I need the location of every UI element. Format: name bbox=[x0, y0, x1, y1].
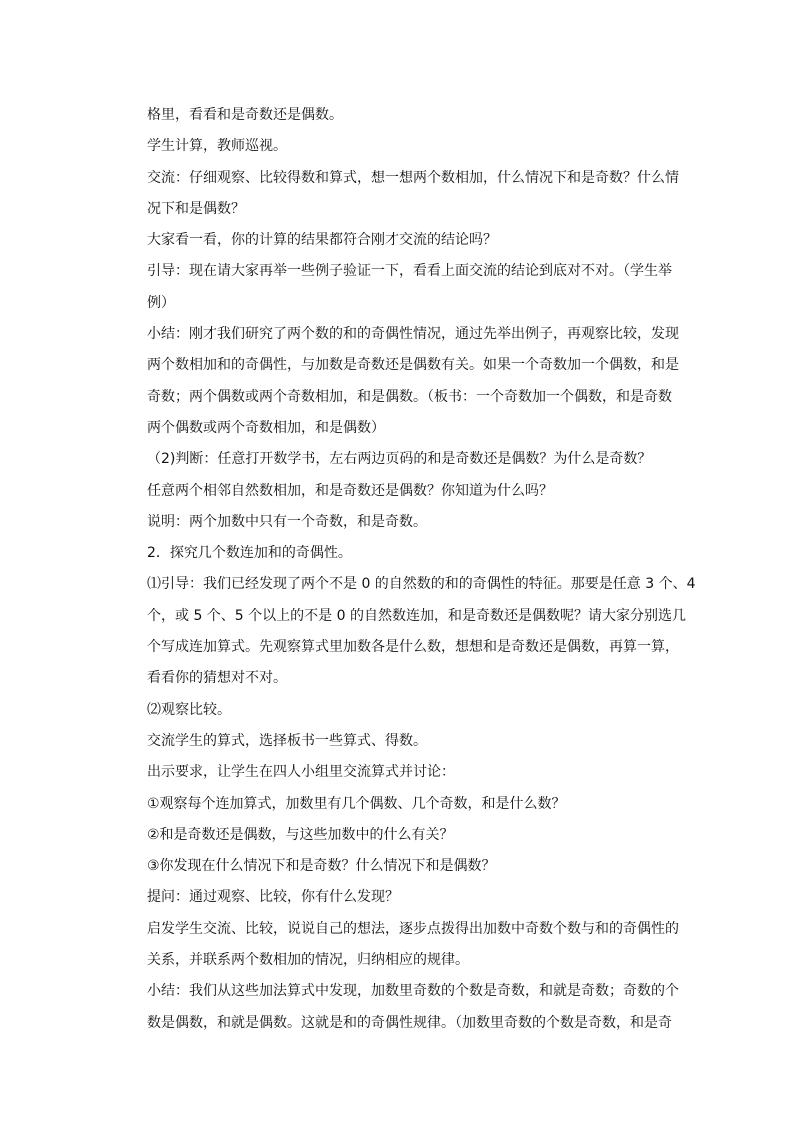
text-line: 小结：我们从这些加法算式中发现，加数里奇数的个数是奇数，和就是奇数；奇数的个 bbox=[147, 983, 679, 1000]
text-line: 个，或 5 个、5 个以上的不是 0 的自然数连加，和是奇数还是偶数呢？请大家分别选几 bbox=[147, 607, 686, 624]
text-line: 看看你的猜想对不对。 bbox=[147, 670, 287, 687]
text-line: 例） bbox=[147, 294, 175, 311]
text-line: 格里，看看和是奇数还是偶数。 bbox=[147, 107, 343, 123]
text-line: ③你发现在什么情况下和是奇数？什么情况下和是偶数？ bbox=[147, 858, 496, 875]
text-line: 2．探究几个数连加和的奇偶性。 bbox=[147, 545, 352, 562]
text-line: 数是偶数，和就是偶数。这就是和的奇偶性规律。（加数里奇数的个数是奇数，和是奇 bbox=[147, 1014, 672, 1031]
text-line: （2)判断：任意打开数学书，左右两边页码的和是奇数还是偶数？为什么是奇数？ bbox=[147, 451, 652, 468]
text-line: 交流：仔细观察、比较得数和算式，想一想两个数相加，什么情况下和是奇数？什么情 bbox=[147, 169, 679, 186]
text-line: 两个偶数或两个奇数相加，和是偶数） bbox=[147, 419, 385, 436]
text-line: ⑴引导：我们已经发现了两个不是 0 的自然数的和的奇偶性的特征。那要是任意 3 个、4 bbox=[147, 576, 696, 593]
text-line: 提问：通过观察、比较，你有什么发现？ bbox=[147, 889, 399, 906]
text-line: ⑵观察比较。 bbox=[147, 701, 231, 718]
text-line: 个写成连加算式。先观察算式里加数各是什么数，想想和是奇数还是偶数，再算一算， bbox=[147, 639, 679, 656]
text-line: 大家看一看，你的计算的结果都符合刚才交流的结论吗？ bbox=[147, 232, 497, 249]
text-line: ①观察每个连加算式，加数里有几个偶数、几个奇数，和是什么数？ bbox=[147, 795, 566, 812]
text-line: 小结：刚才我们研究了两个数的和的奇偶性情况，通过先举出例子，再观察比较，发现 bbox=[147, 326, 679, 343]
text-line: 交流学生的算式，选择板书一些算式、得数。 bbox=[147, 732, 427, 749]
text-line: 关系，并联系两个数相加的情况，归纳相应的规律。 bbox=[147, 952, 469, 969]
text-line: 引导：现在请大家再举一些例子验证一下，看看上面交流的结论到底对不对。（学生举 bbox=[147, 263, 672, 280]
text-line: 任意两个相邻自然数相加，和是奇数还是偶数？你知道为什么吗？ bbox=[147, 482, 553, 499]
text-line: 学生计算，教师巡视。 bbox=[147, 138, 287, 155]
text-line: 说明：两个加数中只有一个奇数，和是奇数。 bbox=[147, 513, 427, 530]
text-line: 出示要求，让学生在四人小组里交流算式并讨论： bbox=[147, 764, 455, 781]
text-line: 启发学生交流、比较，说说自己的想法，逐步点拨得出加数中奇数个数与和的奇偶性的 bbox=[147, 920, 679, 937]
text-line: 两个数相加和的奇偶性，与加数是奇数还是偶数有关。如果一个奇数加一个偶数，和是 bbox=[147, 357, 679, 374]
text-line: 奇数；两个偶数或两个奇数相加，和是偶数。（板书：一个奇数加一个偶数，和是奇数 bbox=[147, 388, 672, 405]
text-line: 况下和是偶数？ bbox=[147, 200, 245, 217]
text-line: ②和是奇数还是偶数，与这些加数中的什么有关？ bbox=[147, 826, 454, 843]
document-body bbox=[147, 100, 696, 1039]
